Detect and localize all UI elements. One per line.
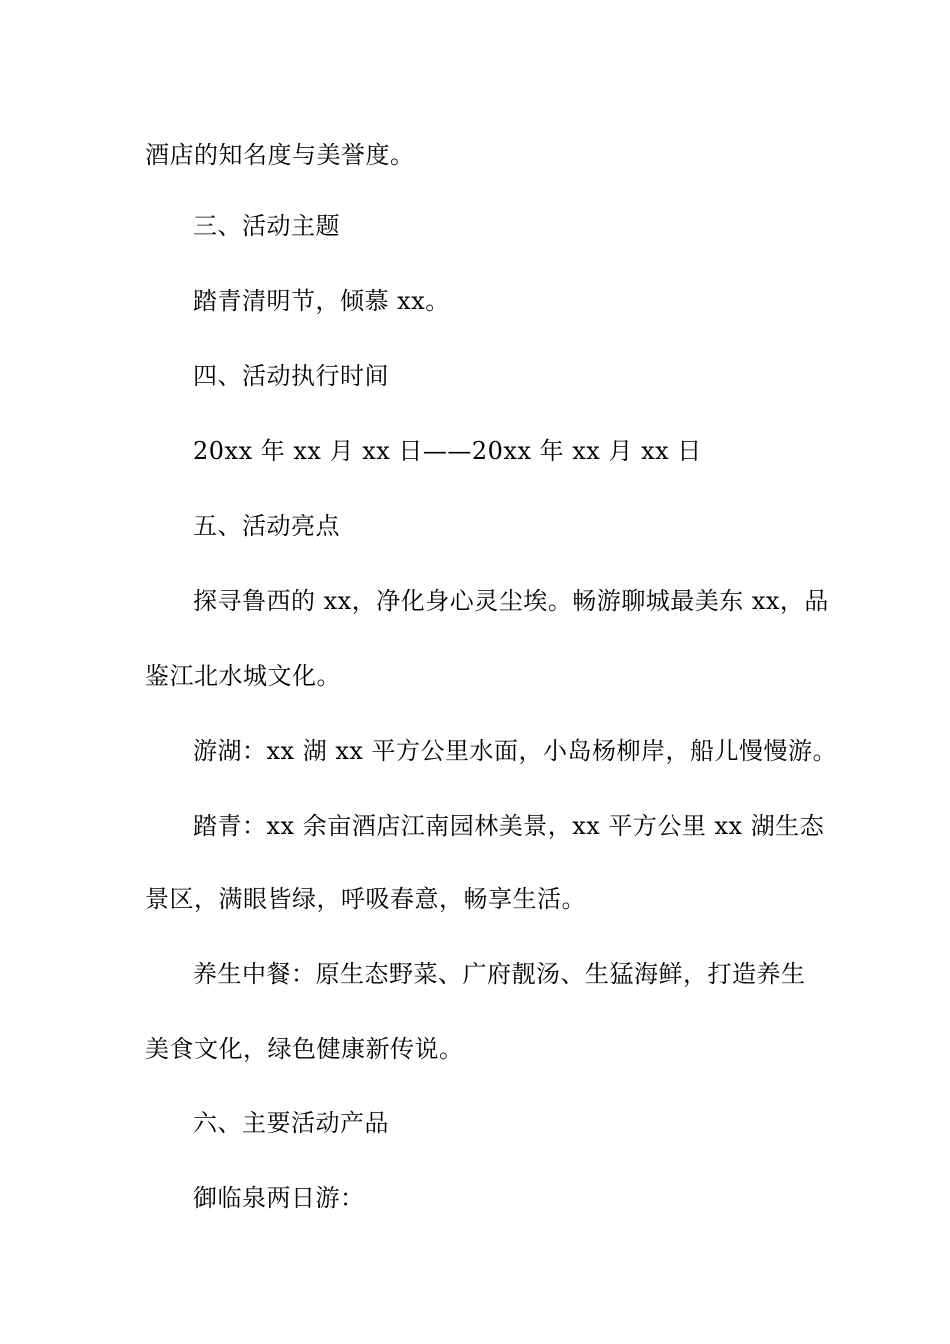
text-line: 御临泉两日游： <box>193 1184 365 1212</box>
text-line: 踏青清明节，倾慕 xx。 <box>193 287 450 315</box>
section-heading: 三、活动主题 <box>193 212 340 240</box>
text-line: 踏青：xx 余亩酒店江南园林美景，xx 平方公里 xx 湖生态 <box>193 812 825 840</box>
section-heading: 四、活动执行时间 <box>193 362 389 390</box>
section-heading: 六、主要活动产品 <box>193 1109 389 1137</box>
text-line: 20xx 年 xx 月 xx 日——20xx 年 xx 月 xx 日 <box>193 437 702 465</box>
text-line: 景区，满眼皆绿，呼吸春意，畅享生活。 <box>145 885 586 913</box>
text-line: 探寻鲁西的 xx，净化身心灵尘埃。畅游聊城最美东 xx，品 <box>193 587 829 615</box>
text-line: 美食文化，绿色健康新传说。 <box>145 1035 464 1063</box>
text-line: 鉴江北水城文化。 <box>145 662 341 690</box>
text-line: 养生中餐：原生态野菜、广府靓汤、生猛海鲜，打造养生 <box>193 960 806 988</box>
text-line: 游湖：xx 湖 xx 平方公里水面，小岛杨柳岸，船儿慢慢游。 <box>193 737 838 765</box>
text-line: 酒店的知名度与美誉度。 <box>145 141 415 169</box>
section-heading: 五、活动亮点 <box>193 512 340 540</box>
